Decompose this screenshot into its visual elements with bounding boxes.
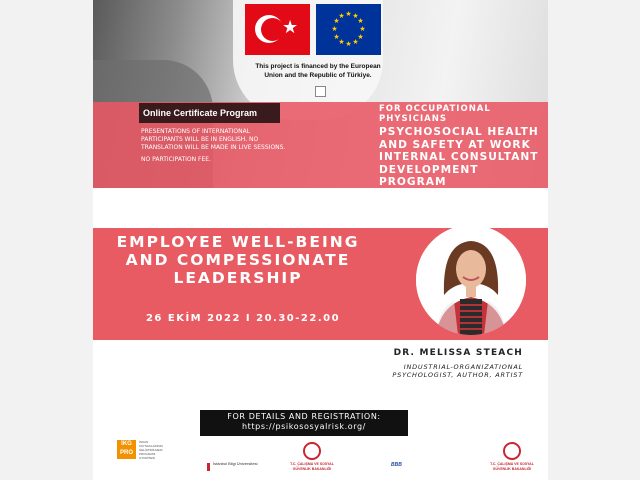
ikg-pro-logo-icon: İKG PRO [117,440,136,459]
program-notes [141,128,291,169]
registration-link[interactable]: https://psikososyalrisk.org/ [242,422,366,432]
program-audience: FOR OCCUPATIONAL PHYSICIANS [379,104,491,124]
fee-note: NO PARTICIPATION FEE. [141,156,211,164]
ministry-seal-icon [303,442,321,460]
svg-text:★: ★ [333,17,340,25]
ikg-pro-caption: İNSAN KAYNAKLARININ GELİŞTİRİLMESİ PROGRAMI OTORİTESİ [139,440,163,460]
svg-text:★: ★ [359,25,366,33]
registration-label: FOR DETAILS AND REGISTRATION: [227,412,381,421]
bilgi-logo-icon [207,463,210,471]
svg-text:★: ★ [331,25,338,33]
svg-text:★: ★ [357,17,364,25]
svg-text:★: ★ [338,12,345,20]
speaker-photo [416,225,526,335]
bbb-logo-icon: BBB [391,462,402,468]
svg-text:★: ★ [352,38,359,46]
eu-flag-icon [316,4,381,55]
event-date: 26 EKİM 2022 I 20.30-22.00 [145,313,341,324]
event-title: EMPLOYEE WELL-BEING AND COMPESSIONATE LEADERSHIP [116,233,360,287]
registration-box [200,410,408,436]
left-margin [0,0,93,480]
svg-text:★: ★ [338,38,345,46]
speaker-role: INDUSTRIAL-ORGANIZATIONAL PSYCHOLOGIST, AUTHOR, ARTIST [392,363,523,380]
svg-text:★: ★ [345,40,352,48]
ministry-label-2: T.C. ÇALIŞMA VE SOSYAL GÜVENLİK BAKANLIĞI [490,462,534,471]
right-margin [548,0,640,480]
webinar-poster [93,0,548,480]
small-project-logo-icon [315,86,326,97]
program-title: PSYCHOSOCIAL HEALTH AND SAFETY AT WORK INTERNAL CONSULTANT DEVELOPMENT PROGRAM WEBINAR SERIES [379,126,539,201]
bilgi-university-label: İstanbul Bilgi Üniversitesi [213,461,258,466]
svg-text:★: ★ [357,33,364,41]
funding-flags [245,4,381,55]
language-note: PRESENTATIONS OF INTERNATIONAL PARTICIPANTS WILL BE IN ENGLISH. NO TRANSLATION WILL BE MADE IN LIVE SESSIONS. [141,128,286,151]
partner-logos [93,436,548,480]
ministry-label: T.C. ÇALIŞMA VE SOSYAL GÜVENLİK BAKANLIĞI [290,462,334,471]
certificate-label: Online Certificate Program [139,103,280,123]
speaker-name: DR. MELISSA STEACH [393,348,523,358]
svg-text:★: ★ [333,33,340,41]
program-heading [379,104,548,201]
turkey-flag-icon: ★ [245,4,310,55]
ministry-seal-icon-2 [503,442,521,460]
funding-statement: This project is financed by the European Union and the Republic of Türkiye. [255,63,381,80]
svg-text:★: ★ [345,10,352,18]
svg-text:★: ★ [352,12,359,20]
